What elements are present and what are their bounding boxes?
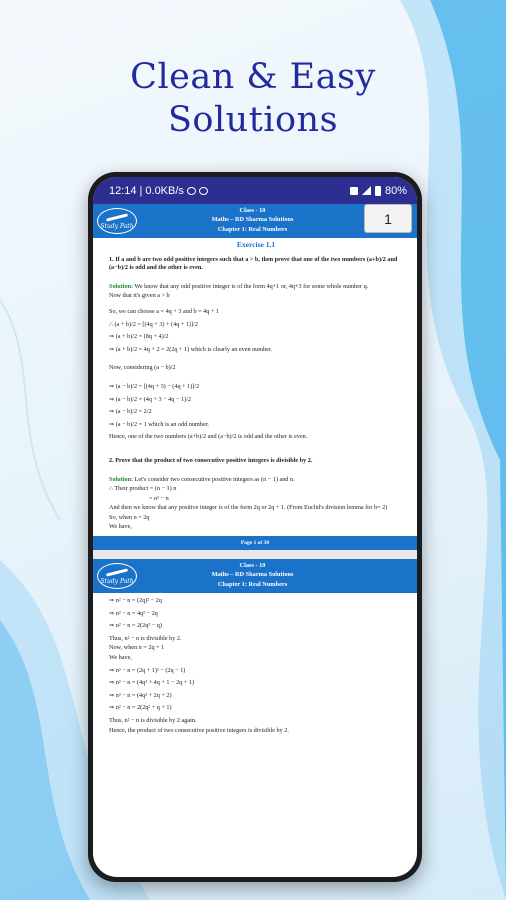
headline-line-2: Solutions [167,100,339,140]
headline-line-1: Clean & Easy [130,57,376,97]
equation: ⇒ n² − n = (2q)² − 2q [109,597,162,605]
equation: ⇒ n² − n = (4q² + 2q + 2) [109,691,172,699]
text-line: So, when n = 2q [109,513,150,521]
text-line: We have, [109,654,132,662]
solution-1 [109,283,403,292]
status-bar: 12:14 | 0.0KB/s 80% [93,177,417,204]
study-path-logo [97,208,137,234]
headline [0,56,506,142]
text-line: Hence, one of the two numbers (a+b)/2 and (a−b)/2 is odd and the other is even. [109,433,308,441]
status-time: 12:14 [109,184,137,197]
equation: ⇒ n² − n = (4q² + 4q + 1 − 2q + 1) [109,679,194,687]
text-line: Now, considering (a − b)/2 [109,364,176,372]
header-chapter: Chapter 1: Real Numbers [217,225,288,233]
pen-icon [106,213,128,221]
text-line: Now that it's given a > b [109,292,170,300]
text-line: So, we can choose a = 4q + 3 and b = 4q + 1 [109,307,220,315]
equation: ⇒ (a + b)/2 = 4q + 2 = 2(2q + 1) which is clearly an even number. [109,345,273,353]
header-chapter: Chapter 1: Real Numbers [217,580,288,588]
solution-1-text: We know that any odd positive integer is of the form 4q+1 or, 4q+3 for some whole number q. [134,282,369,290]
question-1: 1. If a and b are two odd positive integers such that a > b, then prove that one of the two numbers (a+b)/2 and (a−b)/2 is odd and the other is even. [109,255,398,272]
exercise-title: Exercise 1.1 [236,240,276,249]
logo-text: Study Path [100,578,134,586]
battery-level: 80% [384,184,407,197]
equation: ⇒ (a − b)/2 = [(4q + 3) − (4q + 1)]/2 [109,382,200,390]
header-class: Class - 10 [239,562,266,570]
solution-label: Solution: [109,475,134,483]
equation: ∴ (a + b)/2 = [(4q + 3) + (4q + 1)]/2 [109,320,198,328]
equation: ⇒ (a − b)/2 = 2/2 [109,408,152,416]
notification-icon [350,187,358,195]
battery-icon [375,186,381,196]
status-speed: 0.0KB/s [145,184,184,197]
text-line: Thus, n² − n is divisible by 2 again. [109,717,197,724]
page-header [93,559,417,593]
phone-screen [93,177,417,877]
header-book: Maths – RD Sharma Solutions [211,216,294,224]
equation: ⇒ n² − n = 2(2q² − q) [109,622,162,630]
text-line: And then we know that any positive integer is of the form 2q or 2q + 1. (From Euclid's division lemma for b= 2) [109,504,388,512]
text-line: Hence, the product of two consecutive positive integers is divisible by 2. [109,726,289,734]
header-class: Class - 10 [239,207,266,214]
study-path-logo [97,563,137,589]
phone-frame [88,172,422,882]
text-line: We have, [109,523,132,531]
solution-2-text: Let's consider two consecutive positive integers as (n − 1) and n. [134,475,295,483]
header-text [138,561,367,589]
text-line: ∴ Their product = (n − 1) n [109,485,177,493]
alarm-icon [187,187,196,195]
equation: ⇒ (a − b)/2 = (4q + 3 − 4q − 1)/2 [109,395,191,403]
page-content [93,241,417,536]
header-book: Maths – RD Sharma Solutions [211,571,294,579]
text-line: Thus, n² − n is divisible by 2. [109,634,182,642]
pen-icon [106,568,128,576]
pdf-page-2[interactable] [93,559,417,735]
header-text [138,206,367,234]
equation: ⇒ (a − b)/2 = 1 which is an odd number. [109,420,209,428]
solution-label: Solution: [109,282,134,290]
solution-2 [109,476,403,485]
infinity-icon [199,187,208,195]
page-divider [93,550,417,559]
page-number-box[interactable]: 1 [364,204,412,233]
text-line: = n² − n [149,494,169,502]
equation: ⇒ n² − n = 2(2q² + q + 1) [109,704,172,712]
logo-text: Study Path [100,223,134,230]
equation: ⇒ n² − n = 4q² − 2q [109,609,158,617]
question-2: 2. Prove that the product of two consecutive positive integers is divisible by 2. [109,456,313,464]
page-content [93,597,417,735]
text-line: Now, when n = 2q + 1 [109,644,165,652]
equation: ⇒ n² − n = (2q + 1)² − (2q − 1) [109,666,186,674]
pdf-page-1[interactable] [93,204,417,550]
equation: ⇒ (a + b)/2 = (8q + 4)/2 [109,333,169,341]
signal-icon [362,186,371,195]
page-footer: Page 1 of 30 [93,536,417,550]
page-header [93,204,417,238]
